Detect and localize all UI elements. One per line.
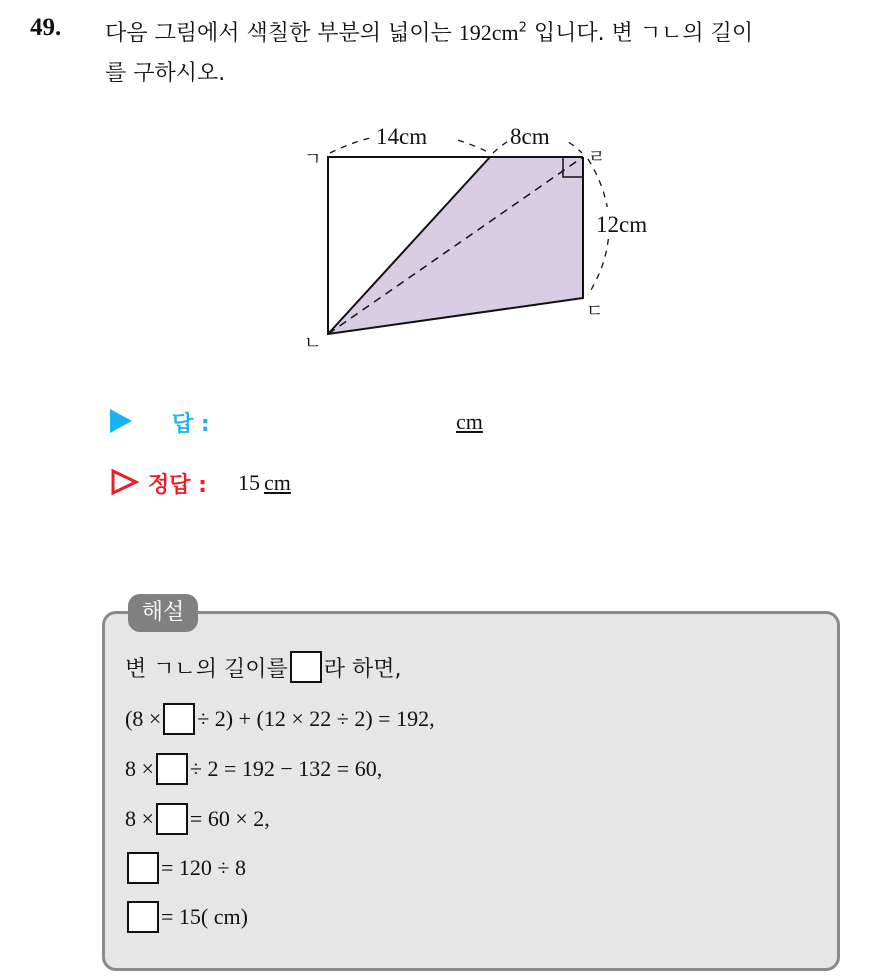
solution-text: (8 × — [125, 706, 162, 731]
solution-tag: 해설 — [128, 594, 198, 632]
solution-text: ÷ 2 = 192 − 132 = 60, — [189, 756, 383, 781]
area-value: 192cm — [458, 20, 519, 45]
outline-arrow-icon — [110, 468, 140, 496]
len-14cm: 14cm — [376, 124, 428, 149]
blank-box — [127, 852, 159, 884]
answer-label: 답 : — [172, 412, 210, 437]
solution-text: = 60 × 2, — [189, 806, 270, 831]
question-text-part2: 입니다. 변 ㄱㄴ의 길이 — [526, 21, 754, 46]
answer-unit: cm — [456, 409, 483, 434]
solution-text: 라 하면, — [323, 656, 402, 682]
solution-line-6 — [125, 901, 248, 933]
correct-answer-label: 정답 : — [148, 473, 207, 498]
solution-line-5 — [125, 852, 246, 884]
correct-answer-value — [238, 470, 291, 496]
answer-row — [110, 405, 530, 439]
solution-text: 8 × — [125, 806, 154, 831]
question-number: 49. — [30, 14, 62, 41]
solution-line-4 — [125, 803, 270, 835]
play-arrow-icon — [110, 409, 132, 433]
blank-box — [127, 901, 159, 933]
len-12cm: 12cm — [596, 212, 648, 237]
solution-text: 8 × — [125, 756, 154, 781]
solution-text: = 15( cm) — [161, 904, 248, 929]
question-text-part1: 다음 그림에서 색칠한 부분의 넓이는 — [105, 21, 459, 46]
correct-value-unit: cm — [264, 470, 291, 495]
solution-text: = 120 ÷ 8 — [161, 855, 246, 880]
area-exponent: 2 — [518, 20, 527, 36]
blank-box — [156, 803, 188, 835]
solution-text: 변 ㄱㄴ의 길이를 — [125, 656, 288, 682]
solution-line-2 — [125, 703, 435, 735]
blank-box — [156, 753, 188, 785]
question-text-line2: 를 구하시오. — [105, 61, 226, 86]
vertex-label-nieun: ㄴ — [304, 333, 322, 354]
blank-box — [290, 651, 322, 683]
trapezoid-figure — [290, 115, 690, 355]
solution-text: ÷ 2) + (12 × 22 ÷ 2) = 192, — [197, 706, 435, 731]
correct-value-number: 15 — [238, 470, 260, 495]
len-8cm: 8cm — [510, 124, 550, 149]
solution-line-1 — [125, 651, 402, 683]
blank-box — [163, 703, 195, 735]
solution-line-3 — [125, 753, 382, 785]
question-text-line1 — [105, 16, 753, 47]
vertex-label-giyeok: ㄱ — [304, 149, 322, 170]
correct-answer-row — [110, 466, 530, 500]
vertex-label-rieul: ㄹ — [588, 147, 606, 168]
vertex-label-digeut: ㄷ — [586, 301, 604, 322]
